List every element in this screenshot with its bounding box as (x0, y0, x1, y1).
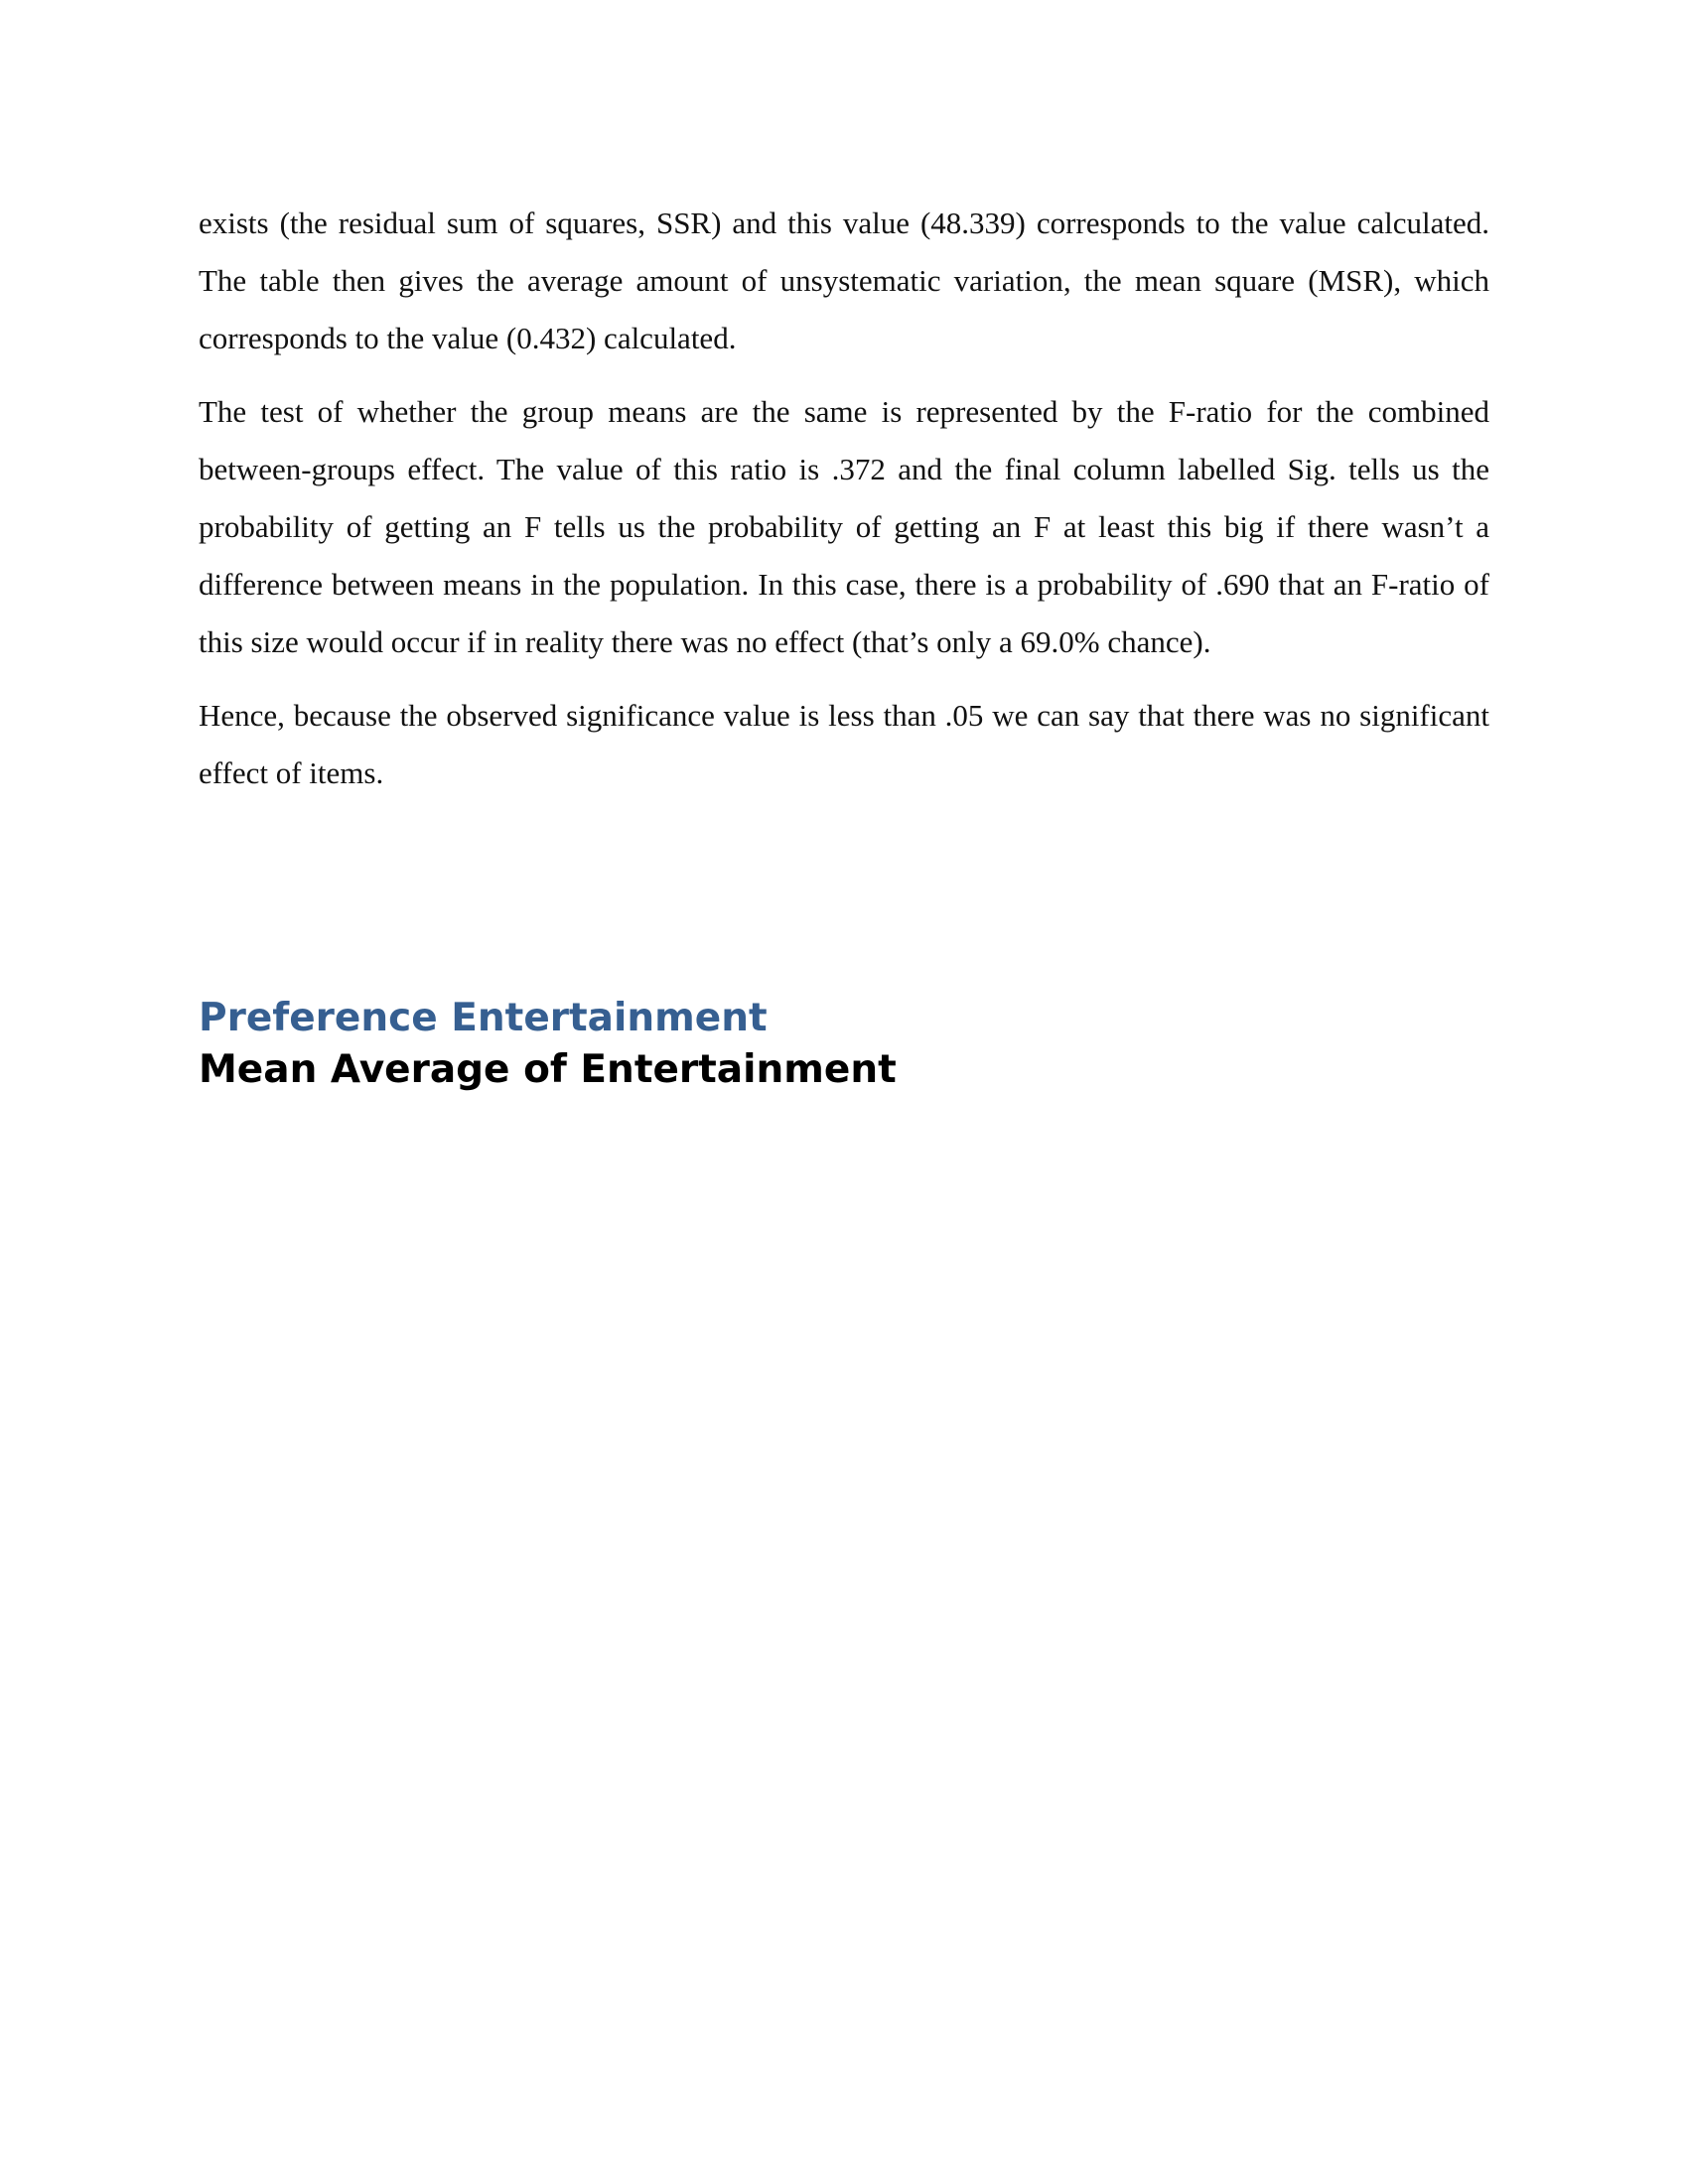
body-text (199, 195, 1489, 818)
paragraph-f-ratio: The test of whether the group means are the same is represented by the F-ratio for the combined between-groups effect. The value of this ratio is .372 and the final column labelled Sig. tells us the probability of getting an F tells us the probability of getting an F at least this big if there wasn’t a difference between means in the population. In this case, there is a probability of .690 that an F-ratio of this size would occur if in reality there was no effect (that’s only a 69.0% chance). (199, 394, 1489, 659)
paragraph-conclusion: Hence, because the observed significance value is less than .05 we can say that there was no significant effect of items. (199, 698, 1489, 790)
subsection-heading: Mean Average of Entertainment (199, 1047, 897, 1092)
section-heading: Preference Entertainment (199, 996, 768, 1040)
paragraph-residual-ssr: exists (the residual sum of squares, SSR) and this value (48.339) corresponds to the value calculated. The table then gives the average amount of unsystematic variation, the mean square (MSR), which corresponds to the value (0.432) calculated. (199, 205, 1489, 355)
